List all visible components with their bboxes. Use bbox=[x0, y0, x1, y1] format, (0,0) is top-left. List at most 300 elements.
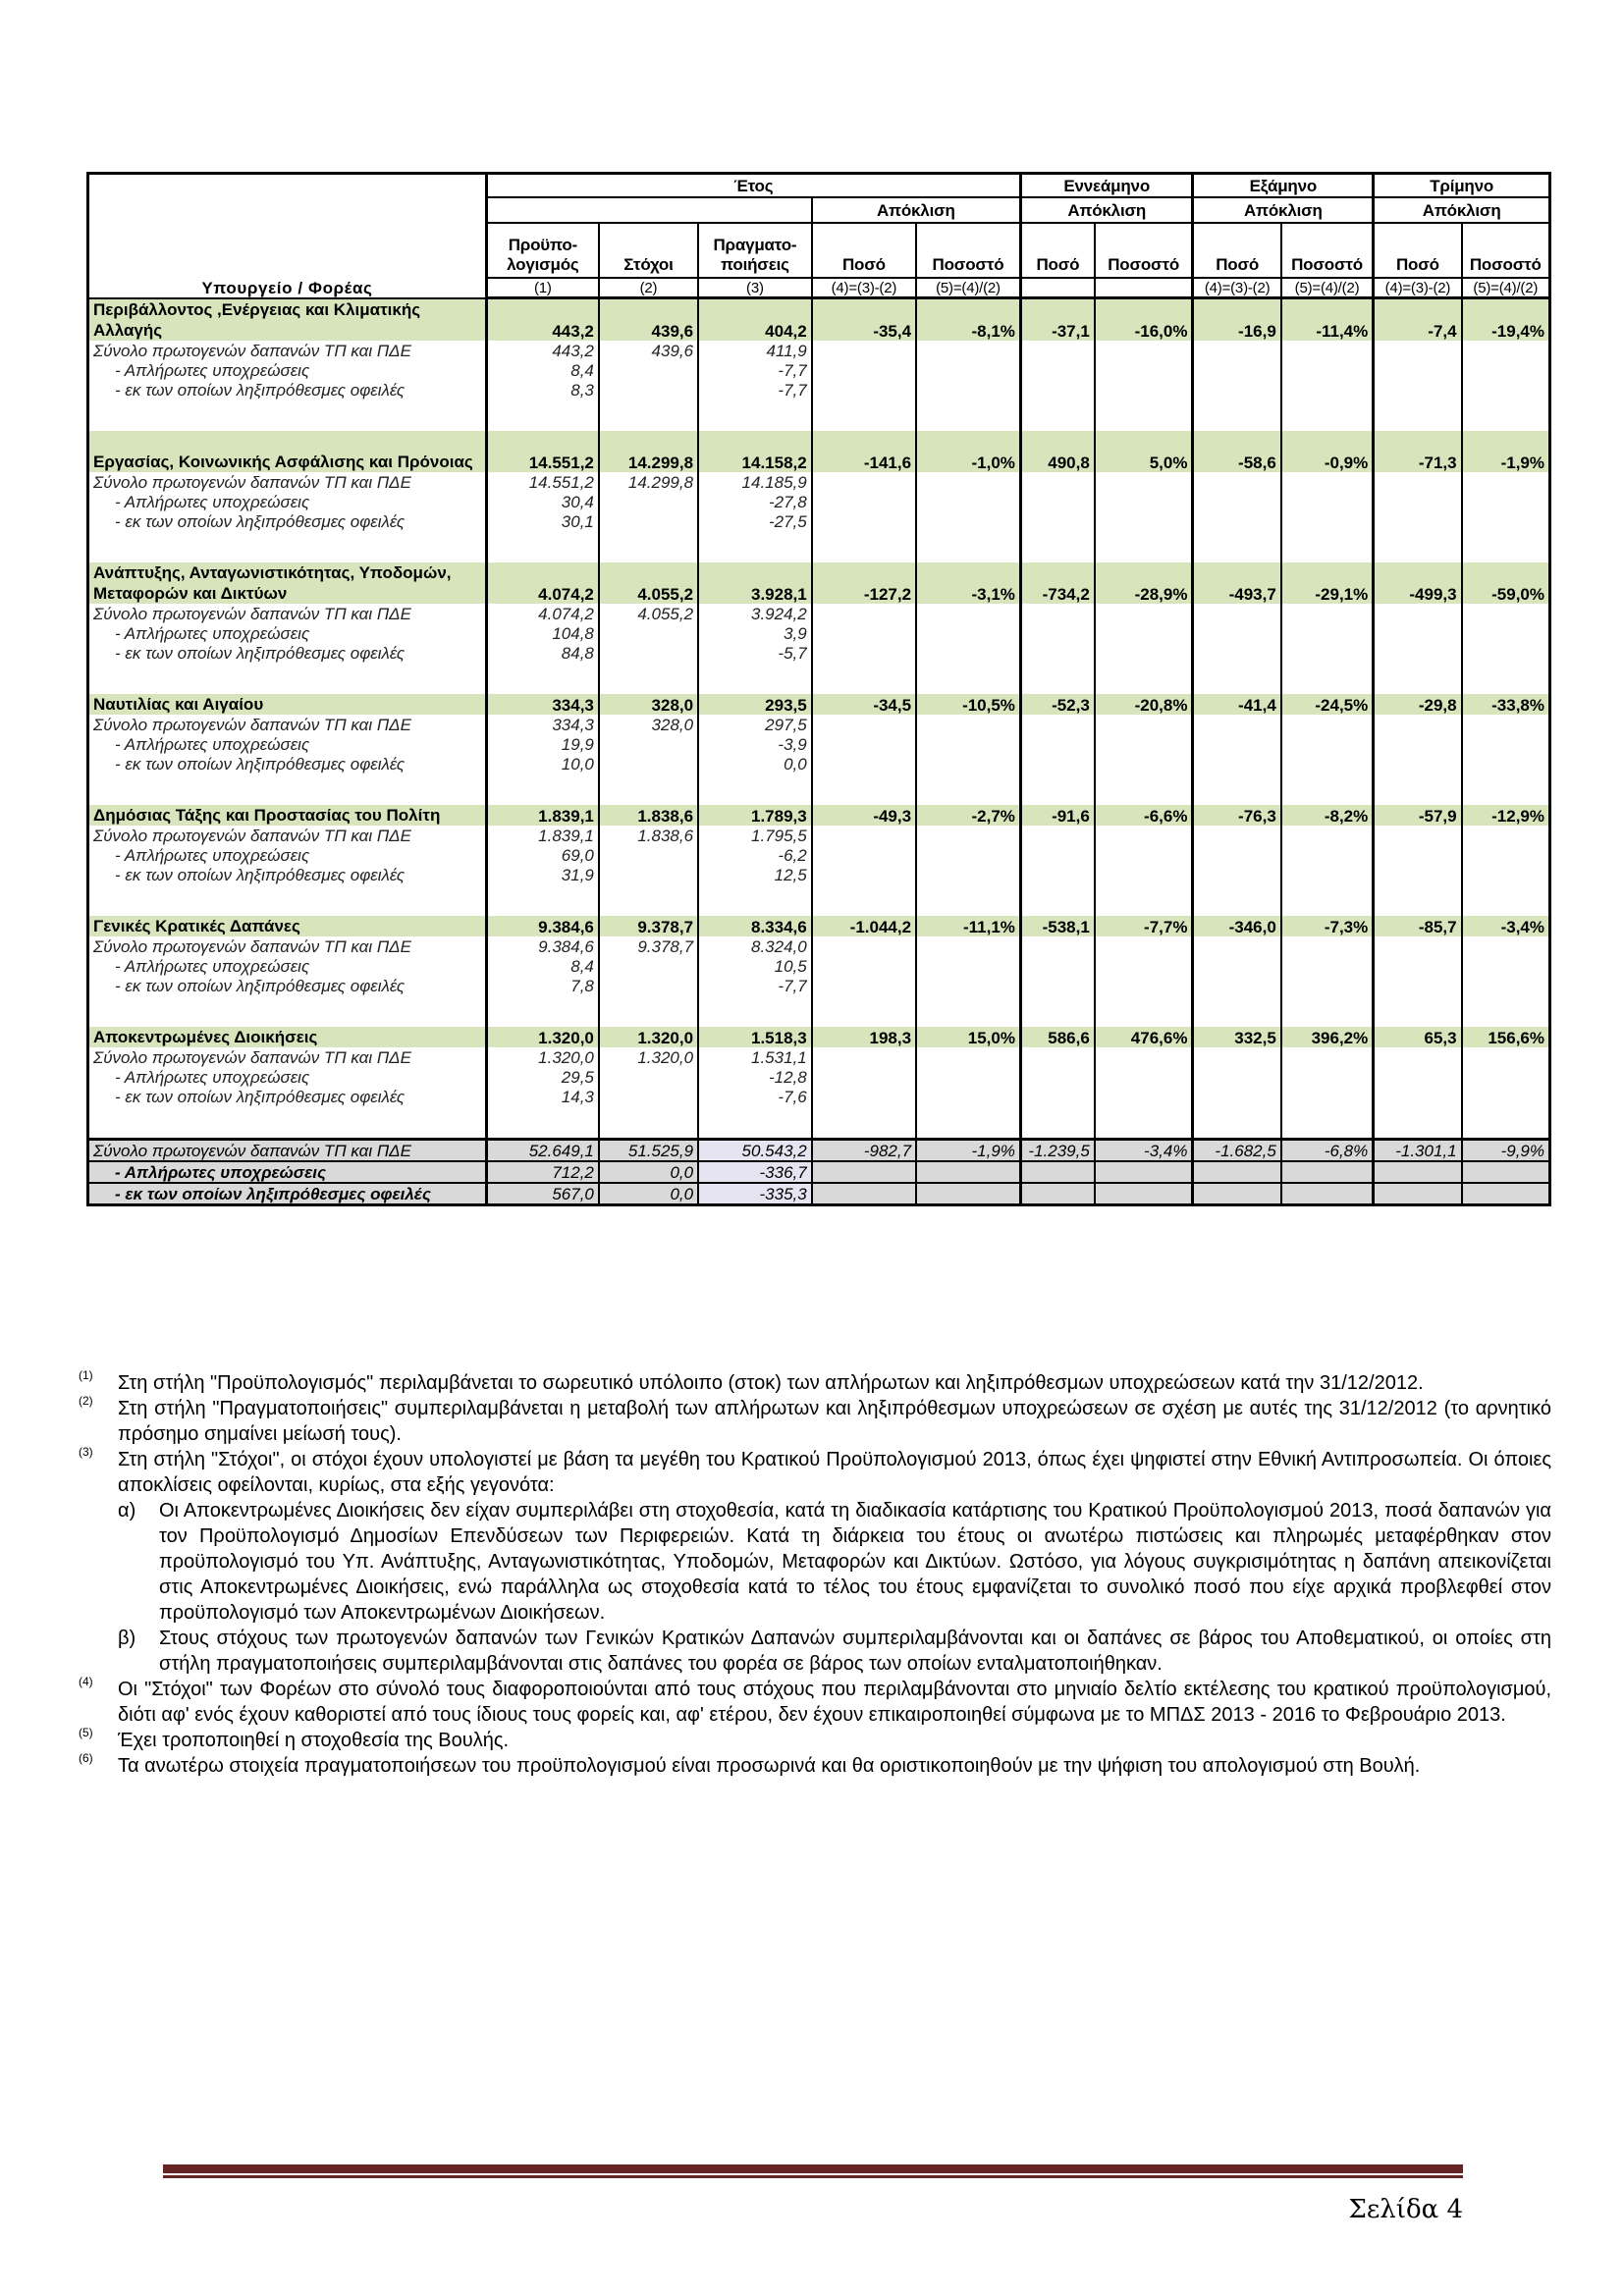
nine-month-amount-cell bbox=[1020, 865, 1094, 884]
budget-cell: 30,4 bbox=[486, 492, 599, 511]
six-month-percent-cell: 396,2% bbox=[1281, 1027, 1374, 1047]
three-month-percent-cell: -33,8% bbox=[1462, 694, 1550, 715]
nine-month-percent-cell bbox=[1095, 1087, 1193, 1106]
six-month-percent-cell bbox=[1281, 754, 1374, 774]
six-month-percent-cell bbox=[1281, 1047, 1374, 1067]
nine-month-amount-cell bbox=[1020, 341, 1094, 360]
year-deviation-percent-cell bbox=[916, 492, 1020, 511]
targets-cell: 14.299,8 bbox=[599, 472, 698, 492]
six-month-amount-cell: -41,4 bbox=[1193, 694, 1281, 715]
three-month-percent-cell bbox=[1462, 623, 1550, 643]
six-month-percent-cell: -8,2% bbox=[1281, 805, 1374, 826]
six-month-amount-cell bbox=[1193, 492, 1281, 511]
footnote-marker: (6) bbox=[79, 1751, 93, 1765]
realized-cell: -336,7 bbox=[698, 1161, 812, 1183]
year-deviation-amount-cell bbox=[812, 360, 916, 380]
budget-execution-table bbox=[86, 172, 1551, 1206]
targets-cell: 51.525,9 bbox=[599, 1140, 698, 1162]
year-deviation-amount-cell bbox=[812, 754, 916, 774]
three-month-amount-cell bbox=[1374, 1183, 1462, 1205]
six-month-percent-cell bbox=[1281, 511, 1374, 531]
formula-c3: (3) bbox=[698, 278, 812, 298]
three-month-amount-cell: -499,3 bbox=[1374, 562, 1462, 604]
unpaid-obligations-row bbox=[88, 1067, 1550, 1087]
realized-cell: 10,5 bbox=[698, 956, 812, 976]
footnote-3 bbox=[79, 1447, 1551, 1498]
nine-month-percent-cell bbox=[1095, 774, 1193, 805]
budget-cell: 14.551,2 bbox=[486, 431, 599, 472]
row-label: - εκ των οποίων ληξιπρόθεσμες οφειλές bbox=[115, 754, 406, 774]
three-month-amount-cell: -29,8 bbox=[1374, 694, 1462, 715]
three-month-amount-cell bbox=[1374, 511, 1462, 531]
six-month-amount-cell bbox=[1193, 511, 1281, 531]
ministry-row bbox=[88, 805, 1550, 826]
year-deviation-amount-cell bbox=[812, 774, 916, 805]
six-month-amount-cell: -58,6 bbox=[1193, 431, 1281, 472]
year-deviation-amount-cell bbox=[812, 1183, 916, 1205]
ministry-row bbox=[88, 916, 1550, 936]
six-month-percent-cell: -6,8% bbox=[1281, 1140, 1374, 1162]
footnote-5 bbox=[79, 1728, 1551, 1753]
year-deviation-amount-cell: -127,2 bbox=[812, 562, 916, 604]
three-month-amount-cell bbox=[1374, 643, 1462, 663]
three-month-percent-cell bbox=[1462, 643, 1550, 663]
year-deviation-percent-cell bbox=[916, 472, 1020, 492]
overdue-arrears-row bbox=[88, 643, 1550, 663]
overdue-arrears-row bbox=[88, 511, 1550, 531]
nine-month-percent-cell bbox=[1095, 754, 1193, 774]
year-deviation-amount-cell: -49,3 bbox=[812, 805, 916, 826]
nine-month-amount-cell: -538,1 bbox=[1020, 916, 1094, 936]
six-month-percent-cell bbox=[1281, 826, 1374, 845]
year-percent-header: Ποσοστό bbox=[916, 223, 1020, 278]
year-deviation-percent-cell bbox=[916, 715, 1020, 734]
three-month-amount-cell: -57,9 bbox=[1374, 805, 1462, 826]
footnote-text: Οι "Στόχοι" των Φορέων στο σύνολό τους διαφοροποιούνται από τους στόχους που περιλαμβάνονται στο μηνιαίο δελτίο εκτέλεσης του κρατικού προϋπολογισμού, διότι αφ' ενός έχουν καθοριστεί από τους ίδιους τους φορείς και, αφ' ετέρου, δεν έχουν επικαιροποιηθεί σύμφωνα με το ΜΠΔΣ 2013 - 2016 το Φεβρουάριο 2013. bbox=[118, 1679, 1551, 1726]
budget-cell: 1.839,1 bbox=[486, 805, 599, 826]
six-month-amount-cell bbox=[1193, 1161, 1281, 1183]
targets-cell bbox=[599, 1067, 698, 1087]
nine-month-percent-cell: 5,0% bbox=[1095, 431, 1193, 472]
three-month-percent-cell: 156,6% bbox=[1462, 1027, 1550, 1047]
realized-cell: -7,7 bbox=[698, 360, 812, 380]
footnote-text: Στη στήλη "Προϋπολογισμός" περιλαμβάνεται το σωρευτικό υπόλοιπο (στοκ) των απλήρωτων και ληξιπρόθεσμων υποχρεώσεων κατά την 31/12/2012. bbox=[118, 1372, 1424, 1394]
year-deviation-percent-cell bbox=[916, 1087, 1020, 1106]
year-deviation-percent-cell bbox=[916, 511, 1020, 531]
budget-cell bbox=[486, 400, 599, 431]
targets-column-header: Στόχοι bbox=[599, 223, 698, 278]
six-month-percent-cell bbox=[1281, 341, 1374, 360]
ministry-row bbox=[88, 1027, 1550, 1047]
six-month-percent-cell bbox=[1281, 604, 1374, 623]
budget-cell: 9.384,6 bbox=[486, 936, 599, 956]
six-month-percent-cell bbox=[1281, 774, 1374, 805]
six-month-percent-cell bbox=[1281, 1183, 1374, 1205]
targets-cell: 14.299,8 bbox=[599, 431, 698, 472]
year-deviation-amount-cell bbox=[812, 1161, 916, 1183]
budget-cell bbox=[486, 995, 599, 1027]
footnote-text: Έχει τροποποιηθεί η στοχοθεσία της Βουλής. bbox=[118, 1730, 510, 1751]
footer-rule-thick bbox=[163, 2164, 1463, 2173]
year-deviation-percent-cell bbox=[916, 734, 1020, 754]
nine-month-percent-cell bbox=[1095, 643, 1193, 663]
unpaid-obligations-row bbox=[88, 360, 1550, 380]
realized-cell: 1.795,5 bbox=[698, 826, 812, 845]
year-deviation-amount-cell bbox=[812, 995, 916, 1027]
nine-month-percent-cell bbox=[1095, 936, 1193, 956]
nine-month-amount-cell bbox=[1020, 400, 1094, 431]
year-deviation-amount-cell: -141,6 bbox=[812, 431, 916, 472]
row-label: Εργασίας, Κοινωνικής Ασφάλισης και Πρόνοιας bbox=[88, 431, 487, 472]
nine-month-amount-cell bbox=[1020, 472, 1094, 492]
realized-cell: 8.324,0 bbox=[698, 936, 812, 956]
nine-month-percent-cell: -28,9% bbox=[1095, 562, 1193, 604]
realized-cell: -5,7 bbox=[698, 643, 812, 663]
targets-cell bbox=[599, 754, 698, 774]
three-month-percent-cell bbox=[1462, 400, 1550, 431]
budget-cell: 104,8 bbox=[486, 623, 599, 643]
targets-cell bbox=[599, 845, 698, 865]
six-month-percent-cell bbox=[1281, 715, 1374, 734]
nine-month-percent-cell: -20,8% bbox=[1095, 694, 1193, 715]
nine-month-percent-cell bbox=[1095, 884, 1193, 916]
budget-cell: 7,8 bbox=[486, 976, 599, 995]
nine-month-percent-cell: -7,7% bbox=[1095, 916, 1193, 936]
year-deviation-percent-cell bbox=[916, 826, 1020, 845]
six-month-percent-cell bbox=[1281, 865, 1374, 884]
three-month-amount-cell: -1.301,1 bbox=[1374, 1140, 1462, 1162]
targets-cell: 4.055,2 bbox=[599, 562, 698, 604]
primary-expenditure-row bbox=[88, 604, 1550, 623]
year-deviation-amount-cell: -34,5 bbox=[812, 694, 916, 715]
year-deviation-amount-cell bbox=[812, 663, 916, 694]
six-month-amount-cell bbox=[1193, 976, 1281, 995]
nine-month-amount-cell: 490,8 bbox=[1020, 431, 1094, 472]
row-label bbox=[88, 774, 487, 805]
nine-month-amount-cell bbox=[1020, 1087, 1094, 1106]
year-deviation-percent-cell bbox=[916, 531, 1020, 562]
three-month-percent-cell bbox=[1462, 826, 1550, 845]
overdue-arrears-row bbox=[88, 865, 1550, 884]
targets-cell: 328,0 bbox=[599, 694, 698, 715]
three-month-amount-cell bbox=[1374, 604, 1462, 623]
row-label: Σύνολο πρωτογενών δαπανών ΤΠ και ΠΔΕ bbox=[93, 472, 411, 492]
year-deviation-amount-cell bbox=[812, 1067, 916, 1087]
budget-cell bbox=[486, 1106, 599, 1140]
three-month-percent-cell bbox=[1462, 995, 1550, 1027]
realized-column-header bbox=[698, 223, 812, 278]
six-month-amount-cell bbox=[1193, 400, 1281, 431]
year-amount-header: Ποσό bbox=[812, 223, 916, 278]
footnote-1 bbox=[79, 1370, 1551, 1396]
year-deviation-amount-cell bbox=[812, 511, 916, 531]
targets-cell: 0,0 bbox=[599, 1183, 698, 1205]
nine-month-amount-cell: 586,6 bbox=[1020, 1027, 1094, 1047]
nine-month-percent-cell bbox=[1095, 472, 1193, 492]
budget-cell: 567,0 bbox=[486, 1183, 599, 1205]
six-month-amount-cell bbox=[1193, 1183, 1281, 1205]
nine-month-percent-cell bbox=[1095, 715, 1193, 734]
six-month-amount-cell bbox=[1193, 643, 1281, 663]
footnote-text: Τα ανωτέρω στοιχεία πραγματοποιήσεων του προϋπολογισμού είναι προσωρινά και θα οριστικοποιηθούν με την ψήφιση του απολογισμού στη Βουλή. bbox=[118, 1755, 1421, 1777]
year-deviation-amount-cell: 198,3 bbox=[812, 1027, 916, 1047]
targets-cell: 328,0 bbox=[599, 715, 698, 734]
ministry-row bbox=[88, 562, 1550, 604]
row-label: Σύνολο πρωτογενών δαπανών ΤΠ και ΠΔΕ bbox=[93, 936, 411, 956]
budget-cell bbox=[486, 774, 599, 805]
nine-month-amount-cell bbox=[1020, 604, 1094, 623]
six-month-percent-cell bbox=[1281, 936, 1374, 956]
budget-cell: 31,9 bbox=[486, 865, 599, 884]
realized-cell bbox=[698, 531, 812, 562]
realized-cell: 1.518,3 bbox=[698, 1027, 812, 1047]
nine-month-percent-header: Ποσοστό bbox=[1095, 223, 1193, 278]
formula-tm-percent: (5)=(4)/(2) bbox=[1462, 278, 1550, 298]
six-month-amount-cell bbox=[1193, 380, 1281, 400]
three-month-percent-cell bbox=[1462, 380, 1550, 400]
footnote-subitem bbox=[79, 1626, 1551, 1677]
footnote-marker: (5) bbox=[79, 1726, 93, 1739]
three-month-percent-cell: -1,9% bbox=[1462, 431, 1550, 472]
three-month-percent-cell bbox=[1462, 531, 1550, 562]
six-month-amount-cell: -76,3 bbox=[1193, 805, 1281, 826]
three-month-amount-cell bbox=[1374, 884, 1462, 916]
three-month-amount-cell bbox=[1374, 1087, 1462, 1106]
three-month-amount-cell bbox=[1374, 734, 1462, 754]
nine-month-percent-cell bbox=[1095, 845, 1193, 865]
six-month-amount-cell bbox=[1193, 623, 1281, 643]
budget-table-container bbox=[86, 172, 1551, 1206]
formula-c2: (2) bbox=[599, 278, 698, 298]
year-deviation-percent-cell bbox=[916, 1047, 1020, 1067]
year-deviation-percent-cell: -10,5% bbox=[916, 694, 1020, 715]
budget-cell: 334,3 bbox=[486, 694, 599, 715]
row-label: - Απλήρωτες υποχρεώσεις bbox=[115, 956, 310, 976]
year-deviation-percent-cell bbox=[916, 1183, 1020, 1205]
six-month-percent-cell bbox=[1281, 734, 1374, 754]
nine-month-group-header: Εννεάμηνο bbox=[1020, 174, 1193, 198]
three-month-percent-cell: -9,9% bbox=[1462, 1140, 1550, 1162]
row-label bbox=[88, 531, 487, 562]
year-deviation-percent-cell bbox=[916, 1161, 1020, 1183]
realized-cell bbox=[698, 663, 812, 694]
three-month-amount-cell bbox=[1374, 715, 1462, 734]
realized-cell: 14.158,2 bbox=[698, 431, 812, 472]
six-month-amount-cell bbox=[1193, 715, 1281, 734]
year-deviation-amount-cell bbox=[812, 956, 916, 976]
nine-month-percent-cell bbox=[1095, 341, 1193, 360]
year-deviation-amount-cell bbox=[812, 715, 916, 734]
footnote-subitem bbox=[79, 1498, 1551, 1626]
overdue-arrears-row bbox=[88, 1087, 1550, 1106]
nine-month-percent-cell bbox=[1095, 380, 1193, 400]
year-deviation-percent-cell bbox=[916, 936, 1020, 956]
formula-nm-amount bbox=[1020, 278, 1094, 298]
row-label bbox=[88, 663, 487, 694]
three-month-percent-cell bbox=[1462, 845, 1550, 865]
nine-month-amount-cell bbox=[1020, 531, 1094, 562]
budget-cell: 1.320,0 bbox=[486, 1027, 599, 1047]
three-month-percent-cell bbox=[1462, 715, 1550, 734]
nine-month-amount-cell bbox=[1020, 511, 1094, 531]
subitem-text: Οι Αποκεντρωμένες Διοικήσεις δεν είχαν συμπεριλάβει στη στοχοθεσία, κατά τη διαδικασία κατάρτισης του Κρατικού Προϋπολογισμού 2013, ποσά δαπανών για τον Προϋπολογισμό Δημοσίων Επενδύσεων των Περιφερειών. Κατά τη διάρκεια του έτους οι ανωτέρω πιστώσεις και πληρωμές μεταφέρθηκαν στον προϋπολογισμό του Υπ. Ανάπτυξης, Ανταγωνιστικότητας, Υποδομών, Μεταφορών και Δικτύων. Ωστόσο, για λόγους συγκρισιμότητας η δαπάνη απεικονίζεται στις Αποκεντρωμένες Διοικήσεις, ενώ παράλληλα ως στοχοθεσία κατά το τέλος του έτους εμφανίζεται το συνολικό ποσό που είχε αρχικά προβλεφθεί στον προϋπολογισμό των Αποκεντρωμένων Διοικήσεων. bbox=[159, 1500, 1551, 1624]
nine-month-percent-cell: -3,4% bbox=[1095, 1140, 1193, 1162]
footer-rule-thin bbox=[163, 2175, 1463, 2178]
six-month-percent-cell bbox=[1281, 623, 1374, 643]
nine-month-percent-cell bbox=[1095, 663, 1193, 694]
realized-cell: -27,8 bbox=[698, 492, 812, 511]
year-deviation-percent-cell bbox=[916, 956, 1020, 976]
six-month-percent-cell bbox=[1281, 380, 1374, 400]
spacer-row bbox=[88, 400, 1550, 431]
nine-month-deviation-header: Απόκλιση bbox=[1020, 197, 1193, 223]
realized-cell bbox=[698, 884, 812, 916]
targets-cell bbox=[599, 511, 698, 531]
targets-cell: 1.838,6 bbox=[599, 805, 698, 826]
unpaid-obligations-row bbox=[88, 956, 1550, 976]
three-month-amount-cell bbox=[1374, 400, 1462, 431]
three-month-amount-cell bbox=[1374, 663, 1462, 694]
targets-cell bbox=[599, 400, 698, 431]
total-unpaid-row bbox=[88, 1161, 1550, 1183]
six-month-deviation-header: Απόκλιση bbox=[1193, 197, 1374, 223]
six-month-amount-cell bbox=[1193, 531, 1281, 562]
nine-month-percent-cell bbox=[1095, 976, 1193, 995]
footnote-text: Στη στήλη "Στόχοι", οι στόχοι έχουν υπολογιστεί με βάση τα μεγέθη του Κρατικού Προϋπολογισμού 2013, όπως έχει ψηφιστεί στην Εθνική Αντιπροσωπεία. Οι όποιες αποκλίσεις οφείλονται, κυρίως, στα εξής γεγονότα: bbox=[118, 1449, 1551, 1496]
six-month-percent-cell bbox=[1281, 1106, 1374, 1140]
year-deviation-percent-cell bbox=[916, 865, 1020, 884]
nine-month-percent-cell: -6,6% bbox=[1095, 805, 1193, 826]
six-month-amount-cell bbox=[1193, 663, 1281, 694]
three-month-percent-cell: -3,4% bbox=[1462, 916, 1550, 936]
budget-cell: 84,8 bbox=[486, 643, 599, 663]
formula-c4: (4)=(3)-(2) bbox=[812, 278, 916, 298]
row-label: Ανάπτυξης, Ανταγωνιστικότητας, Υποδομών, Μεταφορών και Δικτύων bbox=[88, 562, 487, 604]
year-deviation-percent-cell bbox=[916, 623, 1020, 643]
total-primary-row bbox=[88, 1140, 1550, 1162]
three-month-percent-cell bbox=[1462, 1183, 1550, 1205]
targets-cell bbox=[599, 884, 698, 916]
realized-cell: 0,0 bbox=[698, 754, 812, 774]
targets-cell bbox=[599, 976, 698, 995]
row-label: - εκ των οποίων ληξιπρόθεσμες οφειλές bbox=[115, 865, 406, 884]
three-month-amount-cell bbox=[1374, 623, 1462, 643]
six-month-amount-cell bbox=[1193, 1106, 1281, 1140]
year-deviation-amount-cell bbox=[812, 1106, 916, 1140]
six-month-percent-cell: -24,5% bbox=[1281, 694, 1374, 715]
six-month-amount-cell bbox=[1193, 360, 1281, 380]
nine-month-percent-cell bbox=[1095, 995, 1193, 1027]
nine-month-amount-cell: -91,6 bbox=[1020, 805, 1094, 826]
spacer-row bbox=[88, 995, 1550, 1027]
footnote-text: Στη στήλη "Πραγματοποιήσεις" συμπεριλαμβάνεται η μεταβολή των απλήρωτων και ληξιπρόθεσμων υποχρεώσεων σε σχέση με αυτές της 31/12/2012 (το αρνητικό πρόσημο σημαίνει μείωσή τους). bbox=[118, 1398, 1551, 1445]
realized-cell: -3,9 bbox=[698, 734, 812, 754]
nine-month-amount-cell bbox=[1020, 774, 1094, 805]
six-month-percent-header: Ποσοστό bbox=[1281, 223, 1374, 278]
six-month-percent-cell bbox=[1281, 956, 1374, 976]
three-month-percent-cell bbox=[1462, 1047, 1550, 1067]
overdue-arrears-row bbox=[88, 754, 1550, 774]
targets-cell bbox=[599, 531, 698, 562]
budget-cell: 1.320,0 bbox=[486, 1047, 599, 1067]
three-month-amount-cell bbox=[1374, 1047, 1462, 1067]
overdue-arrears-row bbox=[88, 976, 1550, 995]
spacer-row bbox=[88, 1106, 1550, 1140]
three-month-amount-cell bbox=[1374, 1106, 1462, 1140]
six-month-percent-cell: -11,4% bbox=[1281, 298, 1374, 342]
row-label: Σύνολο πρωτογενών δαπανών ΤΠ και ΠΔΕ bbox=[93, 715, 411, 734]
targets-cell bbox=[599, 663, 698, 694]
year-deviation-percent-cell: -11,1% bbox=[916, 916, 1020, 936]
row-label: - εκ των οποίων ληξιπρόθεσμες οφειλές bbox=[115, 511, 406, 531]
six-month-percent-cell: -7,3% bbox=[1281, 916, 1374, 936]
six-month-percent-cell bbox=[1281, 845, 1374, 865]
three-month-amount-cell bbox=[1374, 380, 1462, 400]
targets-cell: 1.320,0 bbox=[599, 1047, 698, 1067]
footnote-marker: (2) bbox=[79, 1394, 93, 1408]
nine-month-amount-cell bbox=[1020, 492, 1094, 511]
year-deviation-percent-cell: -8,1% bbox=[916, 298, 1020, 342]
year-deviation-percent-cell bbox=[916, 774, 1020, 805]
unpaid-obligations-row bbox=[88, 623, 1550, 643]
row-label: Σύνολο πρωτογενών δαπανών ΤΠ και ΠΔΕ bbox=[93, 604, 411, 623]
three-month-percent-cell: -59,0% bbox=[1462, 562, 1550, 604]
nine-month-amount-cell bbox=[1020, 623, 1094, 643]
nine-month-percent-cell bbox=[1095, 956, 1193, 976]
unpaid-obligations-row bbox=[88, 845, 1550, 865]
primary-expenditure-row bbox=[88, 472, 1550, 492]
six-month-percent-cell bbox=[1281, 995, 1374, 1027]
footnote-marker: (3) bbox=[79, 1445, 93, 1459]
targets-cell bbox=[599, 774, 698, 805]
six-month-percent-cell bbox=[1281, 663, 1374, 694]
footnote-4 bbox=[79, 1677, 1551, 1728]
three-month-amount-cell bbox=[1374, 956, 1462, 976]
nine-month-amount-cell bbox=[1020, 715, 1094, 734]
nine-month-percent-cell bbox=[1095, 1161, 1193, 1183]
year-deviation-percent-cell bbox=[916, 663, 1020, 694]
realized-cell: 1.531,1 bbox=[698, 1047, 812, 1067]
six-month-percent-cell bbox=[1281, 1067, 1374, 1087]
nine-month-percent-cell bbox=[1095, 400, 1193, 431]
six-month-amount-cell bbox=[1193, 936, 1281, 956]
realized-cell bbox=[698, 1106, 812, 1140]
year-deviation-percent-cell bbox=[916, 754, 1020, 774]
six-month-amount-cell bbox=[1193, 734, 1281, 754]
row-label: - Απλήρωτες υποχρεώσεις bbox=[115, 623, 310, 643]
three-month-percent-cell bbox=[1462, 976, 1550, 995]
ministry-row bbox=[88, 431, 1550, 472]
three-month-amount-cell bbox=[1374, 1067, 1462, 1087]
year-deviation-percent-cell bbox=[916, 976, 1020, 995]
nine-month-percent-cell bbox=[1095, 1183, 1193, 1205]
nine-month-percent-cell bbox=[1095, 1067, 1193, 1087]
realized-cell: -12,8 bbox=[698, 1067, 812, 1087]
spacer-row bbox=[88, 531, 1550, 562]
year-deviation-header: Απόκλιση bbox=[812, 197, 1021, 223]
year-deviation-percent-cell bbox=[916, 360, 1020, 380]
footnote-marker: (4) bbox=[79, 1675, 93, 1688]
overdue-arrears-row bbox=[88, 380, 1550, 400]
six-month-percent-cell bbox=[1281, 884, 1374, 916]
nine-month-amount-cell bbox=[1020, 734, 1094, 754]
row-label bbox=[88, 995, 487, 1027]
footnote-2 bbox=[79, 1396, 1551, 1447]
nine-month-amount-cell bbox=[1020, 845, 1094, 865]
budget-cell bbox=[486, 531, 599, 562]
nine-month-amount-cell bbox=[1020, 995, 1094, 1027]
six-month-percent-cell bbox=[1281, 472, 1374, 492]
